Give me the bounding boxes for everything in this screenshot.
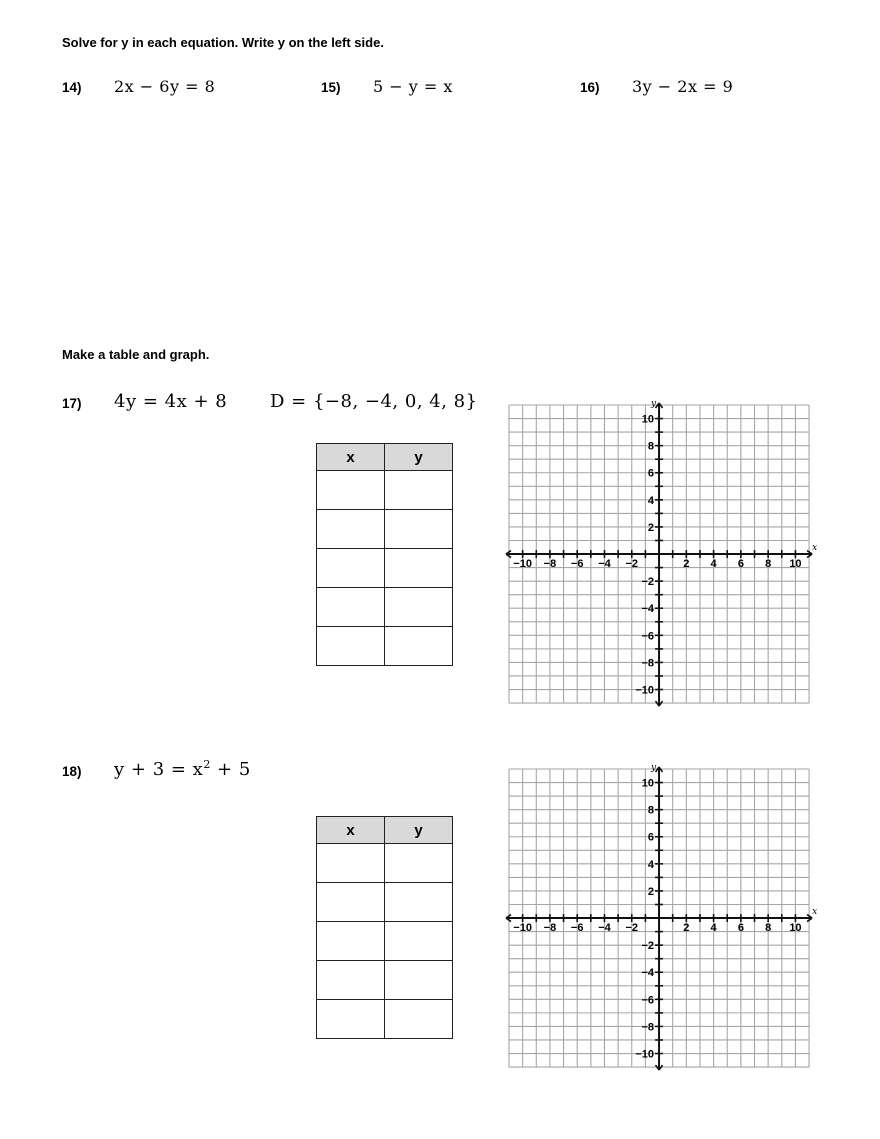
x-tick-label: 4: [710, 922, 717, 935]
problem-17-table: [316, 443, 453, 666]
table-row: [317, 844, 453, 883]
problem-15-equation: 5 − y = x: [373, 77, 453, 96]
x-axis-label: x: [812, 907, 818, 918]
table-cell-y[interactable]: [385, 844, 453, 883]
problem-17-equation: 4y = 4x + 8: [114, 391, 228, 412]
table-row: [317, 627, 453, 666]
y-tick-label: 6: [647, 467, 655, 480]
x-tick-label: −10: [513, 558, 532, 571]
x-tick-label: 6: [737, 922, 744, 935]
table-cell-y[interactable]: [385, 961, 453, 1000]
x-tick-label: 2: [683, 922, 690, 935]
y-axis-label: y: [651, 399, 657, 409]
table-row: [317, 471, 453, 510]
problem-16-number: 16): [580, 80, 600, 95]
table-cell-y[interactable]: [385, 549, 453, 588]
x-tick-label: 4: [710, 558, 717, 571]
table-row: [317, 1000, 453, 1039]
problem-14-equation: 2x − 6y = 8: [114, 77, 216, 96]
coordinate-grid-17[interactable]: [505, 398, 820, 710]
y-tick-label: −6: [641, 630, 655, 643]
equation-rhs: + 5: [210, 759, 251, 780]
x-tick-label: −10: [513, 922, 532, 935]
y-axis-label: y: [651, 763, 657, 773]
problem-14-number: 14): [62, 80, 82, 95]
y-tick-label: −8: [641, 1021, 655, 1034]
problem-17-domain: D = {−8, −4, 0, 4, 8}: [270, 391, 478, 412]
x-tick-label: −2: [625, 558, 639, 571]
table-cell-y[interactable]: [385, 510, 453, 549]
coordinate-grid-18[interactable]: [505, 762, 820, 1074]
table-cell-y[interactable]: [385, 922, 453, 961]
instruction-table-graph: Make a table and graph.: [62, 347, 210, 362]
x-tick-label: 10: [789, 922, 802, 935]
table-cell-x[interactable]: [317, 844, 385, 883]
table-cell-y[interactable]: [385, 471, 453, 510]
problem-18-equation: [114, 758, 251, 780]
equation-lhs: y + 3 = x: [114, 759, 204, 780]
y-tick-label: 4: [647, 858, 655, 871]
table-header-y: y: [385, 444, 453, 471]
y-tick-label: 4: [647, 494, 655, 507]
table-row: [317, 588, 453, 627]
table-cell-y[interactable]: [385, 627, 453, 666]
table-header-y: y: [385, 817, 453, 844]
y-tick-label: −10: [635, 684, 655, 697]
x-tick-label: −4: [598, 922, 611, 935]
table-header-x: x: [317, 444, 385, 471]
y-tick-label: 2: [647, 885, 655, 898]
y-tick-label: 6: [647, 831, 655, 844]
y-tick-label: 2: [647, 521, 655, 534]
equation-exponent: 2: [203, 758, 211, 771]
y-tick-label: −4: [641, 603, 655, 616]
x-tick-label: −8: [543, 558, 557, 571]
table-cell-x[interactable]: [317, 549, 385, 588]
table-row: [317, 510, 453, 549]
problem-18-table: [316, 816, 453, 1039]
y-tick-label: −6: [641, 994, 655, 1007]
table-row: [317, 961, 453, 1000]
table-cell-x[interactable]: [317, 627, 385, 666]
x-tick-label: 8: [765, 558, 772, 571]
x-tick-label: −6: [570, 922, 584, 935]
table-cell-x[interactable]: [317, 961, 385, 1000]
problem-15-number: 15): [321, 80, 341, 95]
table-row: [317, 883, 453, 922]
table-cell-y[interactable]: [385, 883, 453, 922]
y-tick-label: 8: [647, 440, 655, 453]
y-tick-label: −10: [635, 1048, 655, 1061]
x-tick-label: −4: [598, 558, 611, 571]
y-tick-label: −2: [641, 576, 655, 589]
y-tick-label: 10: [641, 777, 655, 790]
table-cell-x[interactable]: [317, 471, 385, 510]
x-tick-label: 10: [789, 558, 802, 571]
table-cell-x[interactable]: [317, 510, 385, 549]
table-header-x: x: [317, 817, 385, 844]
table-cell-x[interactable]: [317, 1000, 385, 1039]
y-tick-label: 8: [647, 804, 655, 817]
x-axis-label: x: [812, 543, 818, 554]
problem-17-number: 17): [62, 396, 82, 411]
table-row: [317, 549, 453, 588]
table-cell-x[interactable]: [317, 883, 385, 922]
problem-18-number: 18): [62, 764, 82, 779]
problem-16-equation: 3y − 2x = 9: [632, 77, 734, 96]
y-tick-label: −2: [641, 940, 655, 953]
table-row: [317, 922, 453, 961]
x-tick-label: 8: [765, 922, 772, 935]
x-tick-label: −8: [543, 922, 557, 935]
table-cell-y[interactable]: [385, 588, 453, 627]
y-tick-label: −8: [641, 657, 655, 670]
x-tick-label: −2: [625, 922, 639, 935]
table-cell-x[interactable]: [317, 588, 385, 627]
y-tick-label: 10: [641, 413, 655, 426]
instruction-solve: Solve for y in each equation. Write y on the left side.: [62, 35, 384, 50]
y-tick-label: −4: [641, 967, 655, 980]
x-tick-label: 6: [737, 558, 744, 571]
table-cell-x[interactable]: [317, 922, 385, 961]
table-cell-y[interactable]: [385, 1000, 453, 1039]
x-tick-label: −6: [570, 558, 584, 571]
x-tick-label: 2: [683, 558, 690, 571]
